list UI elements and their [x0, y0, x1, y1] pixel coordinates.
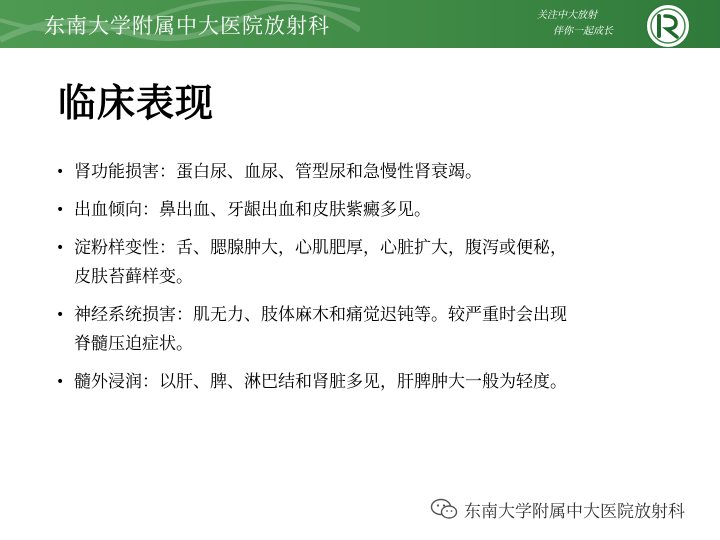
wechat-icon: [430, 498, 458, 520]
bullet-text-continued: 脊髓压迫症状。: [74, 334, 193, 354]
bullet-text: 神经系统损害：肌无力、肢体麻木和痛觉迟钝等。较严重时会出现: [74, 305, 567, 325]
list-item: [56, 301, 676, 359]
list-item: [56, 234, 676, 292]
header-slogan: [533, 8, 633, 40]
bullet-dot: •: [56, 202, 65, 218]
header-bar: [0, 0, 720, 48]
page-title: 临床表现: [58, 81, 215, 125]
bullet-text: 髓外浸润：以肝、脾、淋巴结和肾脏多见，肝脾肿大一般为轻度。: [74, 372, 567, 392]
bullet-text: 淀粉样变性：舌、腮腺肿大，心肌肥厚，心脏扩大，腹泻或便秘，: [74, 238, 567, 258]
bullet-dot: •: [56, 307, 65, 323]
bullet-list: [56, 158, 676, 406]
slogan-line-1: 关注中大放射: [537, 10, 597, 21]
watermark: [430, 497, 685, 521]
bullet-text-continued: 皮肤苔藓样变。: [74, 267, 193, 287]
bullet-dot: •: [56, 164, 65, 180]
slogan-line-2: 伴你一起成长: [553, 26, 613, 37]
bullet-dot: •: [56, 240, 65, 256]
list-item: [56, 158, 676, 187]
header-title: 东南大学附属中大医院放射科: [44, 14, 330, 38]
list-item: [56, 368, 676, 397]
bullet-text: 出血倾向：鼻出血、牙龈出血和皮肤紫癜多见。: [74, 200, 431, 220]
hospital-logo-icon: [642, 2, 694, 48]
bullet-text: 肾功能损害：蛋白尿、血尿、管型尿和急慢性肾衰竭。: [74, 162, 482, 182]
list-item: [56, 196, 676, 225]
watermark-text: 东南大学附属中大医院放射科: [464, 501, 685, 522]
bullet-dot: •: [56, 374, 65, 390]
